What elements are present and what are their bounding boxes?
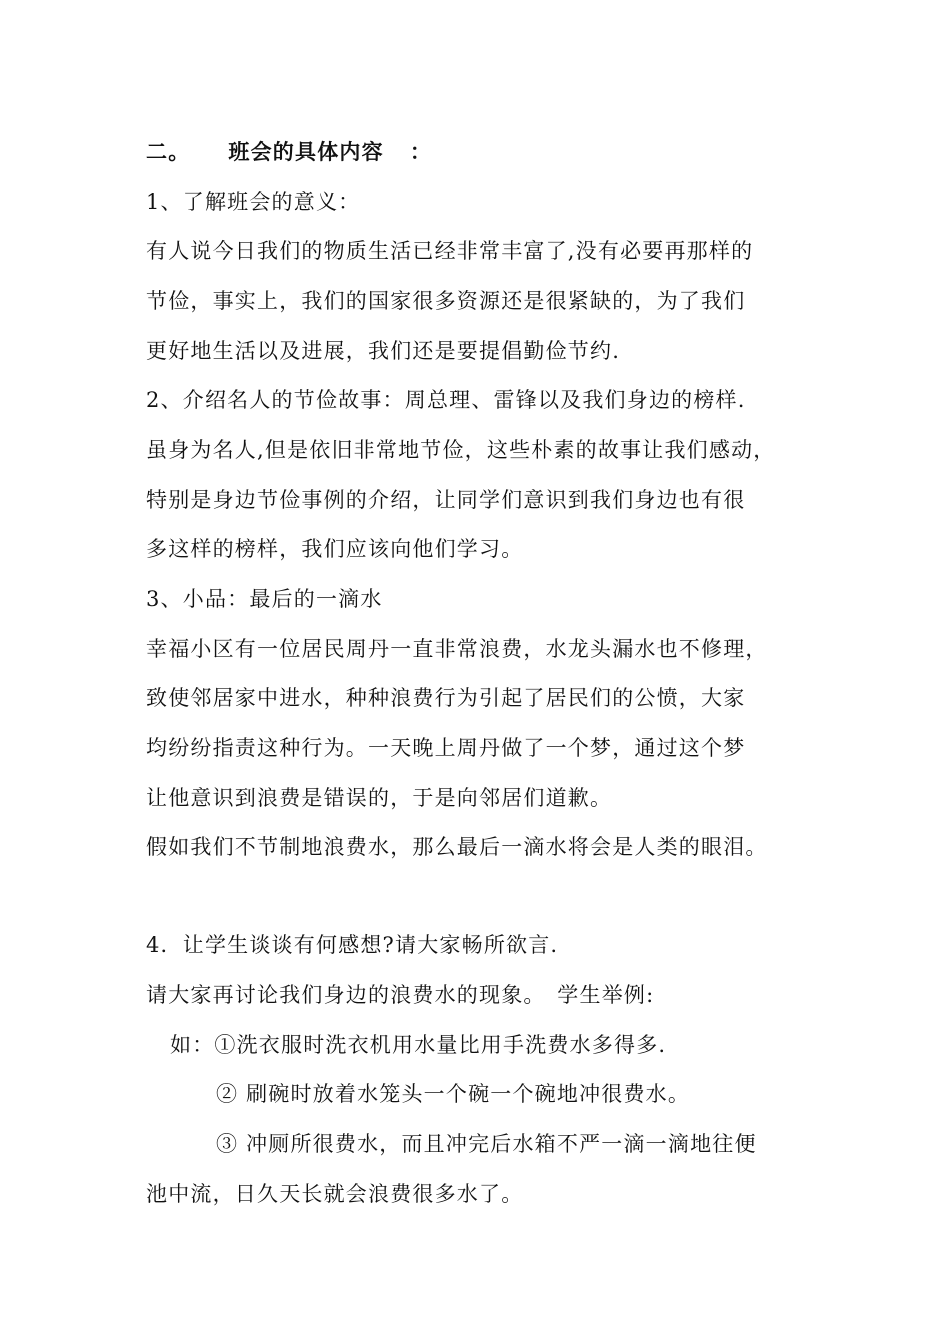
paragraph-line: 节俭，事实上，我们的国家很多资源还是很紧缺的，为了我们 xyxy=(146,289,746,313)
item-3-title: 3、小品：最后的一滴水 xyxy=(146,587,383,611)
paragraph-line: 请大家再讨论我们身边的浪费水的现象。 学生举例: xyxy=(146,983,655,1007)
paragraph-line: 假如我们不节制地浪费水，那么最后一滴水将会是人类的眼泪。 xyxy=(146,835,768,859)
paragraph-line: 多这样的榜样，我们应该向他们学习。 xyxy=(146,537,524,561)
paragraph-line: 幸福小区有一位居民周丹一直非常浪费，水龙头漏水也不修理， xyxy=(146,637,768,661)
section-heading xyxy=(146,137,432,167)
paragraph-line: 特别是身边节俭事例的介绍，让同学们意识到我们身边也有很 xyxy=(146,488,746,512)
paragraph-line: 让他意识到浪费是错误的，于是向邻居们道歉。 xyxy=(146,786,613,810)
section-number: 二。 xyxy=(146,140,191,164)
paragraph-line: 池中流，日久天长就会浪费很多水了。 xyxy=(146,1182,524,1206)
item-4-title: 4．让学生谈谈有何感想?请大家畅所欲言. xyxy=(146,933,559,957)
section-title: 班会的具体内容 xyxy=(228,140,384,164)
example-line-1: 如：①洗衣服时洗衣机用水量比用手洗费水多得多. xyxy=(170,1033,667,1057)
example-line-3: ③ 冲厕所很费水，而且冲完后水箱不严一滴一滴地往便 xyxy=(216,1132,757,1156)
paragraph-line: 有人说今日我们的物质生活已经非常丰富了,没有必要再那样的 xyxy=(146,239,754,263)
paragraph-line: 虽身为名人,但是依旧非常地节俭，这些朴素的故事让我们感动， xyxy=(146,438,776,462)
example-line-2: ② 刷碗时放着水笼头一个碗一个碗地冲很费水。 xyxy=(216,1082,691,1106)
section-colon: ： xyxy=(409,140,433,164)
paragraph-line: 更好地生活以及进展，我们还是要提倡勤俭节约. xyxy=(146,339,621,363)
paragraph-line: 致使邻居家中进水，种种浪费行为引起了居民们的公愤，大家 xyxy=(146,686,746,710)
item-1-title: 1、了解班会的意义： xyxy=(146,190,361,214)
paragraph-line: 均纷纷指责这种行为。一天晚上周丹做了一个梦，通过这个梦 xyxy=(146,736,746,760)
item-2-title: 2、介绍名人的节俭故事：周总理、雷锋以及我们身边的榜样. xyxy=(146,388,746,412)
